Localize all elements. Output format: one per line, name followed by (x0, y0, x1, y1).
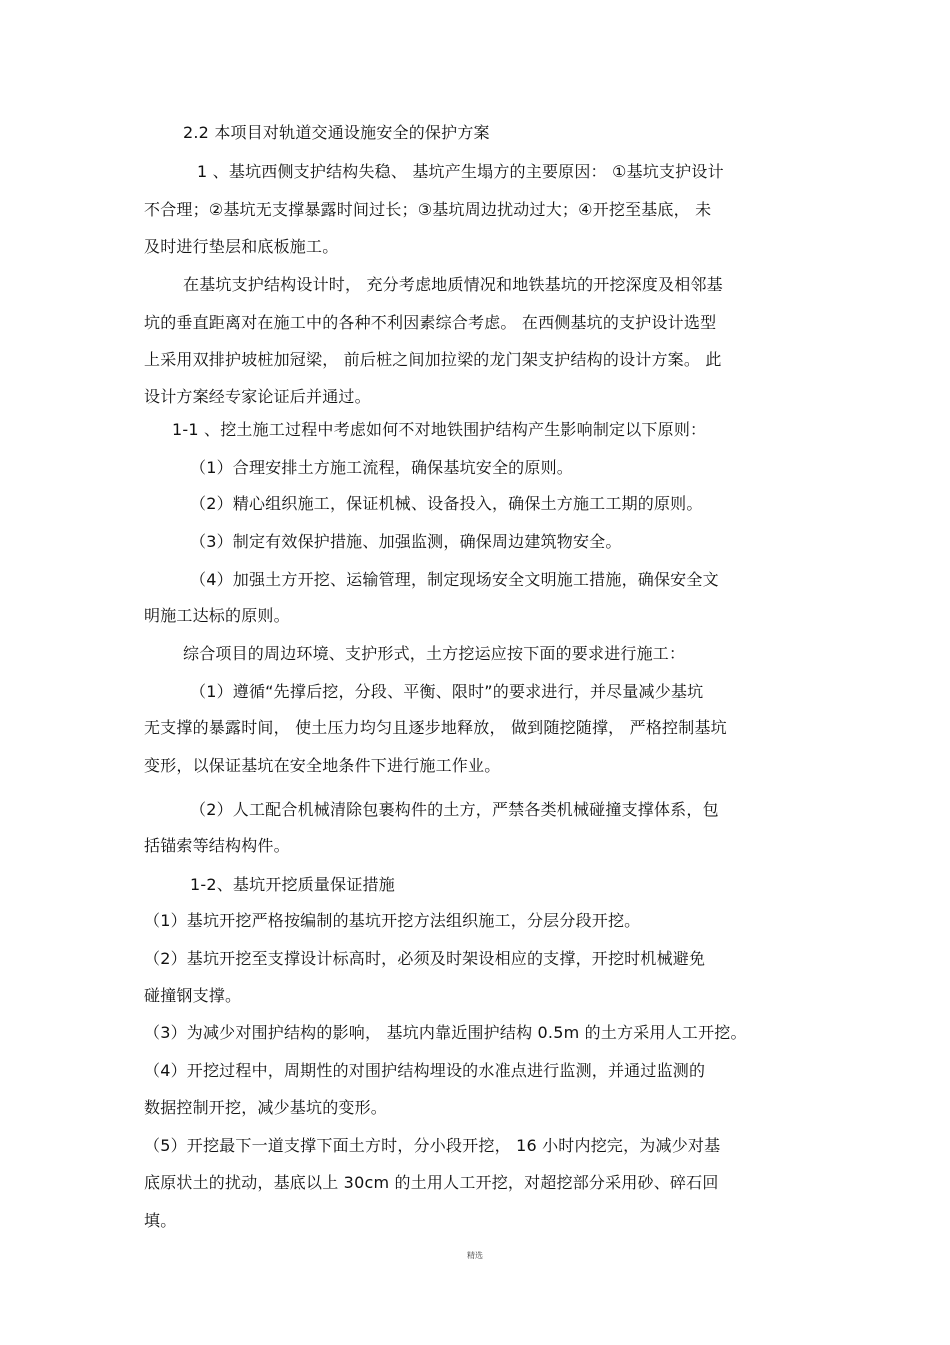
list-item: （1）遵循“先撑后挖，分段、平衡、限时”的要求进行，并尽量减少基坑 (190, 682, 704, 701)
list-item-continuation: 数据控制开挖，减少基坑的变形。 (144, 1098, 388, 1117)
list-item-continuation: 底原状土的扰动，基底以上 30cm 的土用人工开挖，对超挖部分采用砂、碎石回 (144, 1173, 719, 1192)
paragraph-line: 综合项目的周边环境、支护形式，土方挖运应按下面的要求进行施工： (183, 644, 686, 663)
list-item: （1）基坑开挖严格按编制的基坑开挖方法组织施工，分层分段开挖。 (144, 911, 641, 930)
list-item: （2）基坑开挖至支撑设计标高时，必须及时架设相应的支撑，开挖时机械避免 (144, 949, 706, 968)
paragraph-line: 坑的垂直距离对在施工中的各种不利因素综合考虑。 在西侧基坑的支护设计选型 (144, 313, 717, 332)
list-item: （2）精心组织施工，保证机械、设备投入，确保土方施工工期的原则。 (190, 494, 703, 513)
list-item-continuation: 变形，以保证基坑在安全地条件下进行施工作业。 (144, 756, 501, 775)
list-item: （3）为减少对围护结构的影响， 基坑内靠近围护结构 0.5m 的土方采用人工开挖。 (144, 1023, 747, 1042)
paragraph-line: 上采用双排护坡桩加冠梁， 前后桩之间加拉梁的龙门架支护结构的设计方案。 此 (144, 350, 722, 369)
subsection-title: 1-2、基坑开挖质量保证措施 (190, 875, 395, 894)
list-item: （5）开挖最下一道支撑下面土方时，分小段开挖， 16 小时内挖完，为减少对基 (144, 1136, 721, 1155)
list-item: （4）加强土方开挖、运输管理，制定现场安全文明施工措施，确保安全文 (190, 570, 719, 589)
paragraph-line: 在基坑支护结构设计时， 充分考虑地质情况和地铁基坑的开挖深度及相邻基 (183, 275, 723, 294)
list-item-continuation: 碰撞钢支撑。 (144, 986, 242, 1005)
list-item-continuation: 填。 (144, 1211, 177, 1230)
page-footer: 精选 (467, 1251, 483, 1260)
paragraph-line: 不合理；②基坑无支撑暴露时间过长；③基坑周边扰动过大；④开挖至基底， 未 (144, 200, 712, 219)
list-item: （3）制定有效保护措施、加强监测，确保周边建筑物安全。 (190, 532, 622, 551)
list-item-continuation: 无支撑的暴露时间， 使土压力均匀且逐步地释放， 做到随挖随撑， 严格控制基坑 (144, 718, 727, 737)
paragraph-line: 1 、基坑西侧支护结构失稳、 基坑产生塌方的主要原因： ①基坑支护设计 (197, 162, 724, 181)
paragraph-line: 设计方案经专家论证后并通过。 (144, 387, 371, 406)
list-item: （2）人工配合机械清除包裹构件的土方，严禁各类机械碰撞支撑体系，包 (190, 800, 719, 819)
list-item-continuation: 明施工达标的原则。 (144, 606, 290, 625)
list-item: （1）合理安排土方施工流程，确保基坑安全的原则。 (190, 458, 573, 477)
paragraph-line: 及时进行垫层和底板施工。 (144, 237, 339, 256)
section-heading: 2.2 本项目对轨道交通设施安全的保护方案 (183, 123, 490, 142)
list-item: （4）开挖过程中，周期性的对围护结构埋设的水准点进行监测，并通过监测的 (144, 1061, 706, 1080)
subsection-title: 1-1 、挖土施工过程中考虑如何不对地铁围护结构产生影响制定以下原则： (172, 420, 707, 439)
list-item-continuation: 括锚索等结构构件。 (144, 836, 290, 855)
